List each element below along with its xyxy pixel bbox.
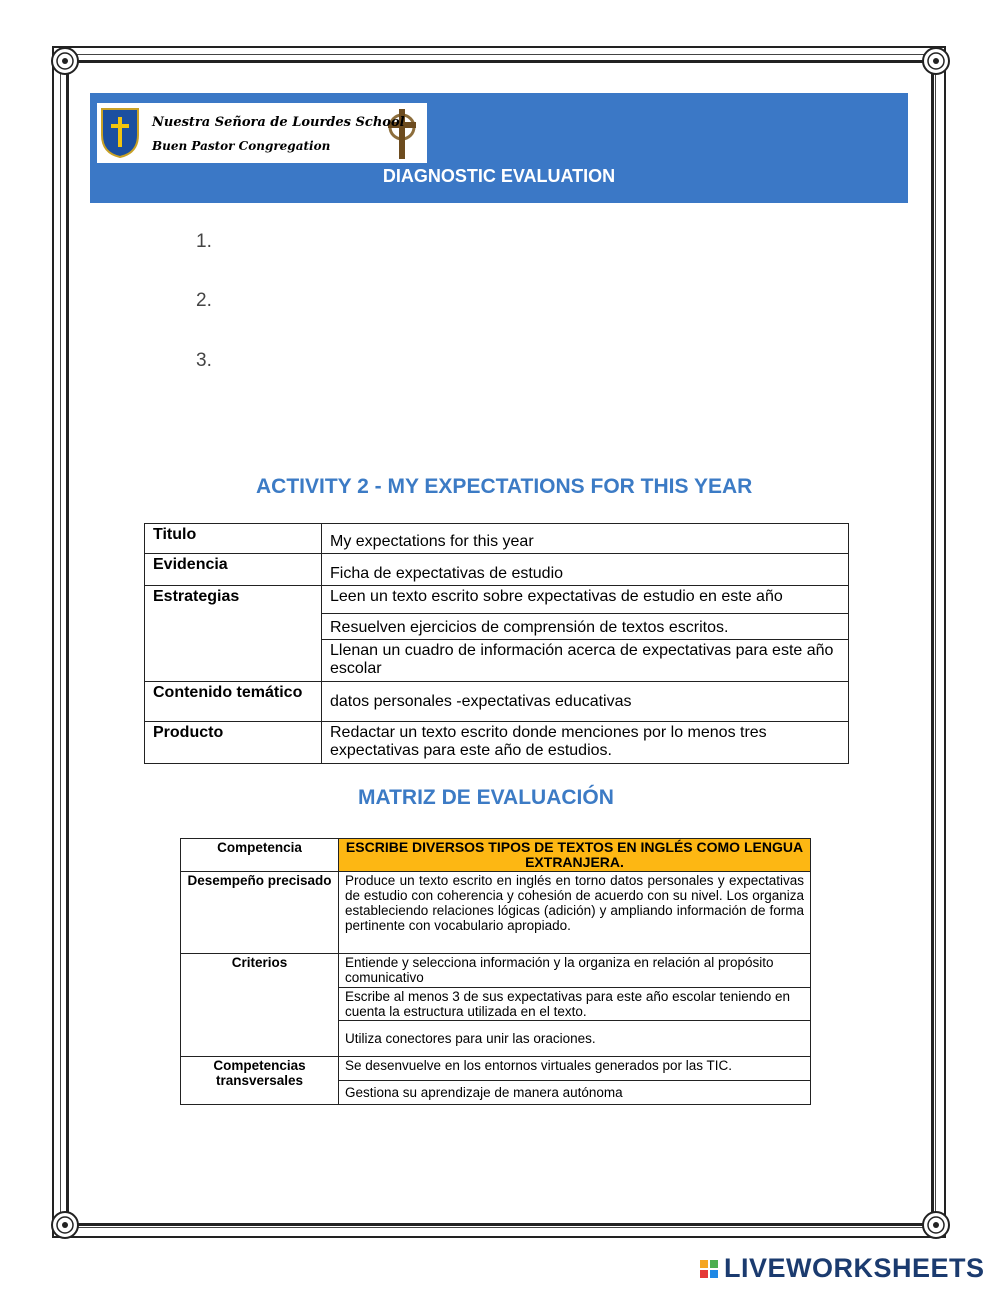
page-title: DIAGNOSTIC EVALUATION (382, 166, 616, 186)
table-row (145, 554, 849, 586)
row-label-contenido: Contenido temático (145, 682, 322, 722)
matrix-label-criterios: Criterios (181, 954, 339, 1057)
activity-table (144, 523, 849, 764)
matrix-value-desempeno: Produce un texto escrito en inglés en torno datos personales y expectativas de estudio con coherencia y cohesión de acuerdo con su nivel. Los organiza estableciendo relaciones lógicas (adición) y ampliando información de forma pertinente con vocabulario apropiado. (339, 872, 811, 954)
row-label-producto: Producto (145, 722, 322, 764)
school-shield-icon (100, 107, 140, 159)
activity-heading: ACTIVITY 2 - MY EXPECTATIONS FOR THIS YEAR (256, 475, 753, 498)
matrix-value-competencia: ESCRIBE DIVERSOS TIPOS DE TEXTOS EN INGLÉS COMO LENGUA EXTRANJERA. (339, 839, 811, 872)
table-row (145, 524, 849, 554)
corner-ornament-icon (919, 1208, 953, 1242)
row-value-contenido: datos personales -expectativas educativas (322, 682, 849, 722)
list-number-1: 1. (196, 231, 212, 252)
table-row (181, 872, 811, 954)
table-row (181, 1057, 811, 1081)
liveworksheets-logo-icon (700, 1260, 718, 1278)
brand-text: LIVEWORKSHEETS (724, 1253, 985, 1283)
corner-ornament-icon (919, 44, 953, 78)
matrix-value-transversales-1: Se desenvuelve en los entornos virtuales generados por las TIC. (339, 1057, 811, 1081)
matrix-label-transversales: Competencias transversales (181, 1057, 339, 1105)
table-row (145, 586, 849, 614)
table-row (145, 682, 849, 722)
row-value-evidencia: Ficha de expectativas de estudio (322, 554, 849, 586)
corner-ornament-icon (48, 44, 82, 78)
list-number-3: 3. (196, 350, 212, 371)
matrix-label-desempeno: Desempeño precisado (181, 872, 339, 954)
matriz-heading: MATRIZ DE EVALUACIÓN (358, 786, 614, 809)
school-name: Nuestra Señora de Lourdes School (152, 115, 405, 130)
school-logo-banner (97, 103, 427, 163)
matrix-value-criterios-1: Entiende y selecciona información y la organiza en relación al propósito comunicativo (339, 954, 811, 988)
congregation-name: Buen Pastor Congregation (152, 139, 331, 153)
row-value-estrategias-1: Leen un texto escrito sobre expectativas de estudio en este año (322, 586, 849, 614)
row-label-evidencia: Evidencia (145, 554, 322, 586)
evaluation-matrix-table (180, 838, 811, 1105)
table-row (181, 954, 811, 988)
row-value-estrategias-2: Resuelven ejercicios de comprensión de textos escritos. (322, 614, 849, 640)
table-row (145, 722, 849, 764)
list-number-2: 2. (196, 290, 212, 311)
table-row (181, 839, 811, 872)
row-label-estrategias: Estrategias (145, 586, 322, 682)
matrix-value-criterios-2: Escribe al menos 3 de sus expectativas para este año escolar teniendo en cuenta la estructura utilizada en el texto. (339, 988, 811, 1021)
matrix-value-transversales-2: Gestiona su aprendizaje de manera autónoma (339, 1081, 811, 1105)
liveworksheets-brand (700, 1253, 985, 1284)
matrix-value-criterios-3: Utiliza conectores para unir las oraciones. (339, 1021, 811, 1057)
row-label-titulo: Titulo (145, 524, 322, 554)
row-value-estrategias-3: Llenan un cuadro de información acerca de expectativas para este año escolar (322, 640, 849, 682)
matrix-label-competencia: Competencia (181, 839, 339, 872)
corner-ornament-icon (48, 1208, 82, 1242)
row-value-producto: Redactar un texto escrito donde menciones por lo menos tres expectativas para este año de estudios. (322, 722, 849, 764)
row-value-titulo: My expectations for this year (322, 524, 849, 554)
